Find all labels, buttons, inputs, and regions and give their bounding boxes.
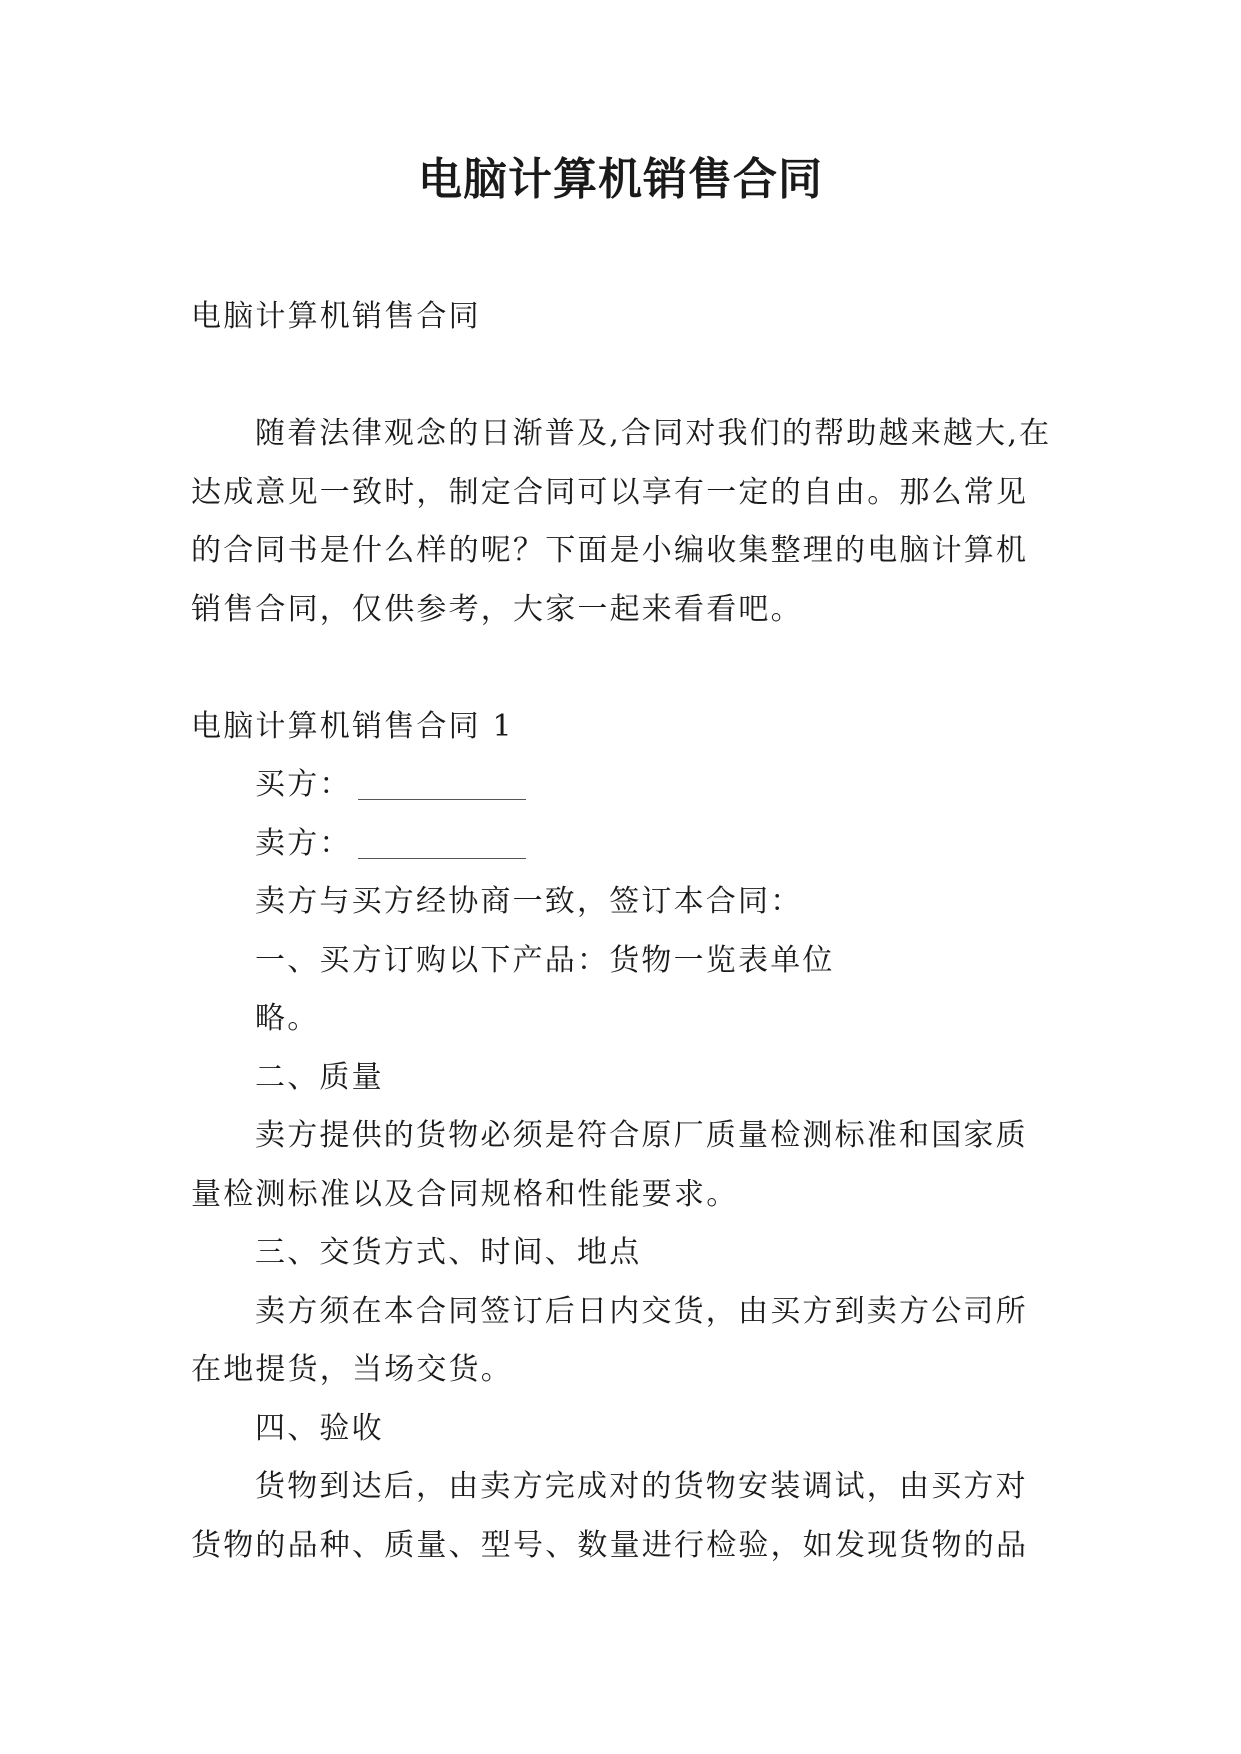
clause-1-heading: 一、买方订购以下产品：货物一览表单位 [255, 942, 835, 978]
clause-4-heading: 四、验收 [255, 1410, 384, 1446]
clause-2-heading: 二、质量 [255, 1059, 384, 1095]
seller-blank-field [358, 828, 526, 859]
clause-1-body: 略。 [255, 1001, 320, 1036]
section-title: 电脑计算机销售合同 1 [191, 708, 514, 744]
document-title: 电脑计算机销售合同 [418, 154, 823, 205]
seller-line [191, 815, 1053, 874]
clause-3-body: 卖方须在本合同签订后日内交货，由买方到卖方公司所在地提货，当场交货。 [191, 1293, 1028, 1387]
intro-paragraph: 随着法律观念的日渐普及,合同对我们的帮助越来越大,在达成意见一致时，制定合同可以享有一定的自由。那么常见的合同书是什么样的呢？下面是小编收集整理的电脑计算机销售合同，仅供参考，大家一起来看看吧。 [191, 416, 1052, 627]
agreement-statement: 卖方与买方经协商一致，签订本合同： [255, 884, 803, 919]
buyer-line [191, 756, 1053, 815]
document-subtitle: 电脑计算机销售合同 [191, 299, 481, 334]
clause-4-body: 货物到达后，由卖方完成对的货物安装调试，由买方对货物的品种、质量、型号、数量进行检验，如发现货物的品 [191, 1469, 1029, 1563]
clause-2-body: 卖方提供的货物必须是符合原厂质量检测标准和国家质量检测标准以及合同规格和性能要求。 [191, 1118, 1028, 1212]
clause-3-heading: 三、交货方式、时间、地点 [255, 1235, 642, 1270]
seller-label: 卖方： [255, 825, 352, 861]
buyer-label: 买方： [255, 767, 352, 802]
buyer-blank-field [358, 769, 526, 800]
document-body [191, 288, 1053, 1575]
